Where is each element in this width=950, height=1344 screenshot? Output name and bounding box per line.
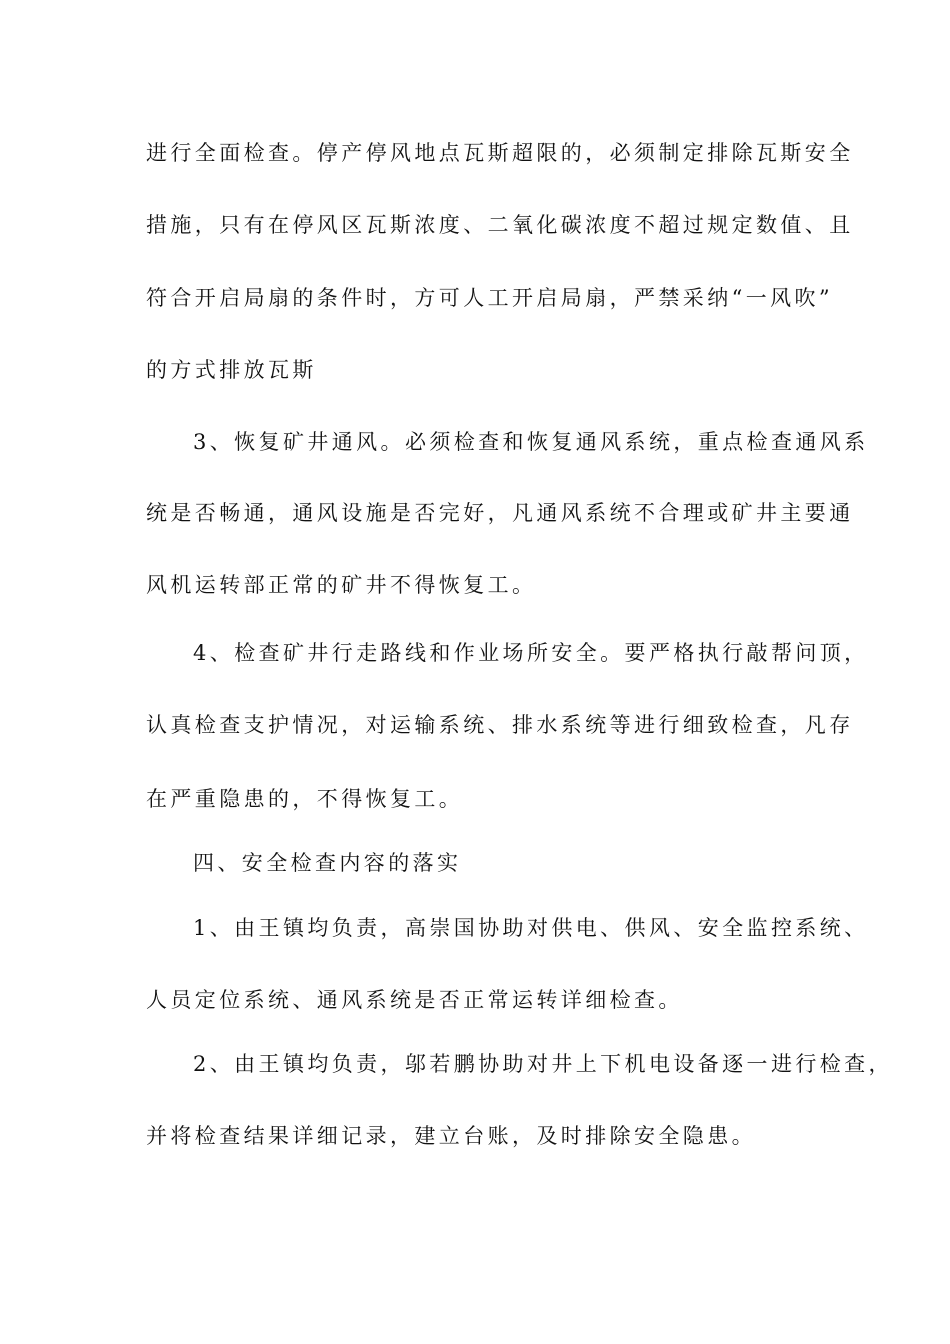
text-line-14: 2、由王镇均负责，邬若鹏协助对井上下机电设备逐一进行检查， [193, 1052, 893, 1076]
text-line-3: 符合开启局扇的条件时，方可人工开启局扇，严禁采纳“一风吹” [146, 286, 834, 310]
text-line-7: 风机运转部正常的矿井不得恢复工。 [146, 573, 537, 597]
text-line-2: 措施，只有在停风区瓦斯浓度、二氧化碳浓度不超过规定数值、且 [146, 213, 854, 237]
text-line-9: 认真检查支护情况，对运输系统、排水系统等进行细致检查，凡存 [146, 713, 854, 737]
text-line-4: 的方式排放瓦斯 [146, 358, 317, 382]
text-line-12: 1、由王镇均负责，高崇国协助对供电、供风、安全监控系统、 [193, 916, 869, 940]
text-line-1: 进行全面检查。停产停风地点瓦斯超限的，必须制定排除瓦斯安全 [146, 141, 854, 165]
text-line-6: 统是否畅通，通风设施是否完好，凡通风系统不合理或矿井主要通 [146, 501, 854, 525]
section-heading: 四、安全检查内容的落实 [193, 851, 462, 875]
text-line-15: 并将检查结果详细记录，建立台账，及时排除安全隐患。 [146, 1124, 756, 1148]
text-line-10: 在严重隐患的，不得恢复工。 [146, 787, 464, 811]
text-line-8: 4、检查矿井行走路线和作业场所安全。要严格执行敲帮问顶， [193, 641, 869, 665]
text-line-13: 人员定位系统、通风系统是否正常运转详细检查。 [146, 988, 683, 1012]
text-line-5: 3、恢复矿井通风。必须检查和恢复通风系统，重点检查通风系 [193, 430, 869, 454]
